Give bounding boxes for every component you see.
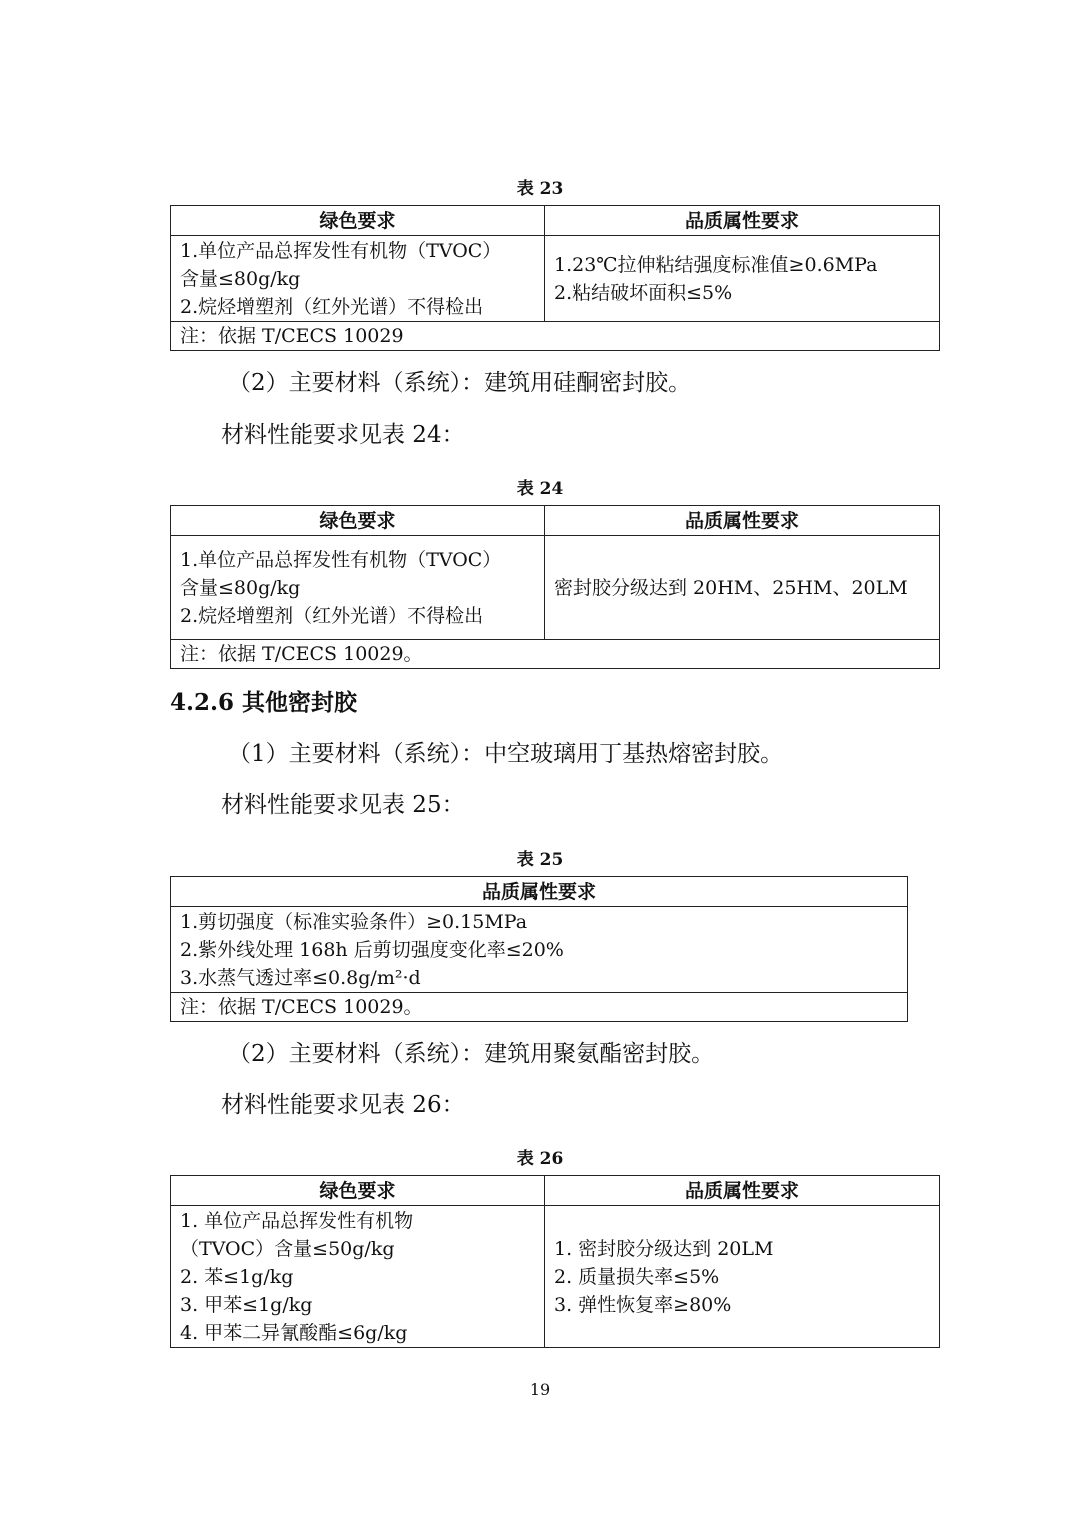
table26-green-line: 1. 单位产品总挥发性有机物 <box>180 1209 414 1232</box>
table25-header-quality: 品质属性要求 <box>171 877 908 907</box>
section-heading: 4.2.6 其他密封胶 <box>170 689 358 716</box>
table24-note: 注：依据 T/CECS 10029。 <box>171 640 940 669</box>
page-number: 19 <box>529 1380 551 1399</box>
table23-green-line: 含量≤80g/kg <box>180 267 301 290</box>
paragraph: （2）主要材料（系统）：建筑用硅酮密封胶。 <box>228 370 692 396</box>
paragraph: （2）主要材料（系统）：建筑用聚氨酯密封胶。 <box>228 1041 715 1067</box>
table25-quality-line: 1.剪切强度（标准实验条件）≥0.15MPa <box>180 910 528 933</box>
table23-quality-line: 1.23℃拉伸粘结强度标准值≥0.6MPa <box>554 253 878 276</box>
table24-caption: 表 24 <box>516 479 564 499</box>
table26-quality-line: 2. 质量损失率≤5% <box>554 1265 720 1288</box>
table26-quality-line: 3. 弹性恢复率≥80% <box>554 1293 732 1316</box>
table24-header-quality: 品质属性要求 <box>545 506 940 536</box>
table23-green-cell <box>171 236 545 322</box>
table24-green-line: 2.烷烃增塑剂（红外光谱）不得检出 <box>180 604 484 627</box>
paragraph: 材料性能要求见表 26： <box>221 1092 465 1118</box>
table26-header-green: 绿色要求 <box>171 1176 545 1206</box>
table24-green-cell <box>171 536 545 640</box>
table25-note: 注：依据 T/CECS 10029。 <box>171 993 908 1022</box>
table23-caption: 表 23 <box>516 179 564 199</box>
table24-green-line: 含量≤80g/kg <box>180 576 301 599</box>
table23-quality-line: 2.粘结破坏面积≤5% <box>554 281 733 304</box>
table23-green-line: 1.单位产品总挥发性有机物（TVOC） <box>180 239 502 262</box>
table25-caption: 表 25 <box>516 850 564 870</box>
table24-quality-cell <box>545 536 940 640</box>
paragraph: 材料性能要求见表 24： <box>221 422 465 448</box>
table23-green-line: 2.烷烃增塑剂（红外光谱）不得检出 <box>180 295 484 318</box>
table23-header-quality: 品质属性要求 <box>545 206 940 236</box>
table26-green-line: 3. 甲苯≤1g/kg <box>180 1293 313 1316</box>
table23-note: 注：依据 T/CECS 10029 <box>171 322 940 351</box>
table26-green-cell <box>171 1206 545 1348</box>
paragraph: （1）主要材料（系统）：中空玻璃用丁基热熔密封胶。 <box>228 741 784 767</box>
table25 <box>170 876 908 1022</box>
table26-quality-line: 1. 密封胶分级达到 20LM <box>554 1237 774 1260</box>
table26-caption: 表 26 <box>516 1149 564 1169</box>
table24 <box>170 505 940 669</box>
table26-header-quality: 品质属性要求 <box>545 1176 940 1206</box>
table26-green-line: 4. 甲苯二异氰酸酯≤6g/kg <box>180 1321 408 1344</box>
table25-quality-line: 3.水蒸气透过率≤0.8g/m²·d <box>180 966 421 989</box>
table26 <box>170 1175 940 1348</box>
table23-quality-cell <box>545 236 940 322</box>
table26-quality-cell <box>545 1206 940 1348</box>
table26-green-line: （TVOC）含量≤50g/kg <box>180 1237 395 1260</box>
table25-quality-cell <box>171 907 908 993</box>
table26-green-line: 2. 苯≤1g/kg <box>180 1265 294 1288</box>
table25-quality-line: 2.紫外线处理 168h 后剪切强度变化率≤20% <box>180 938 564 961</box>
table24-header-green: 绿色要求 <box>171 506 545 536</box>
table24-quality-line: 密封胶分级达到 20HM、25HM、20LM <box>554 576 908 599</box>
table23 <box>170 205 940 351</box>
table23-header-green: 绿色要求 <box>171 206 545 236</box>
table24-green-line: 1.单位产品总挥发性有机物（TVOC） <box>180 548 502 571</box>
paragraph: 材料性能要求见表 25： <box>221 792 465 818</box>
